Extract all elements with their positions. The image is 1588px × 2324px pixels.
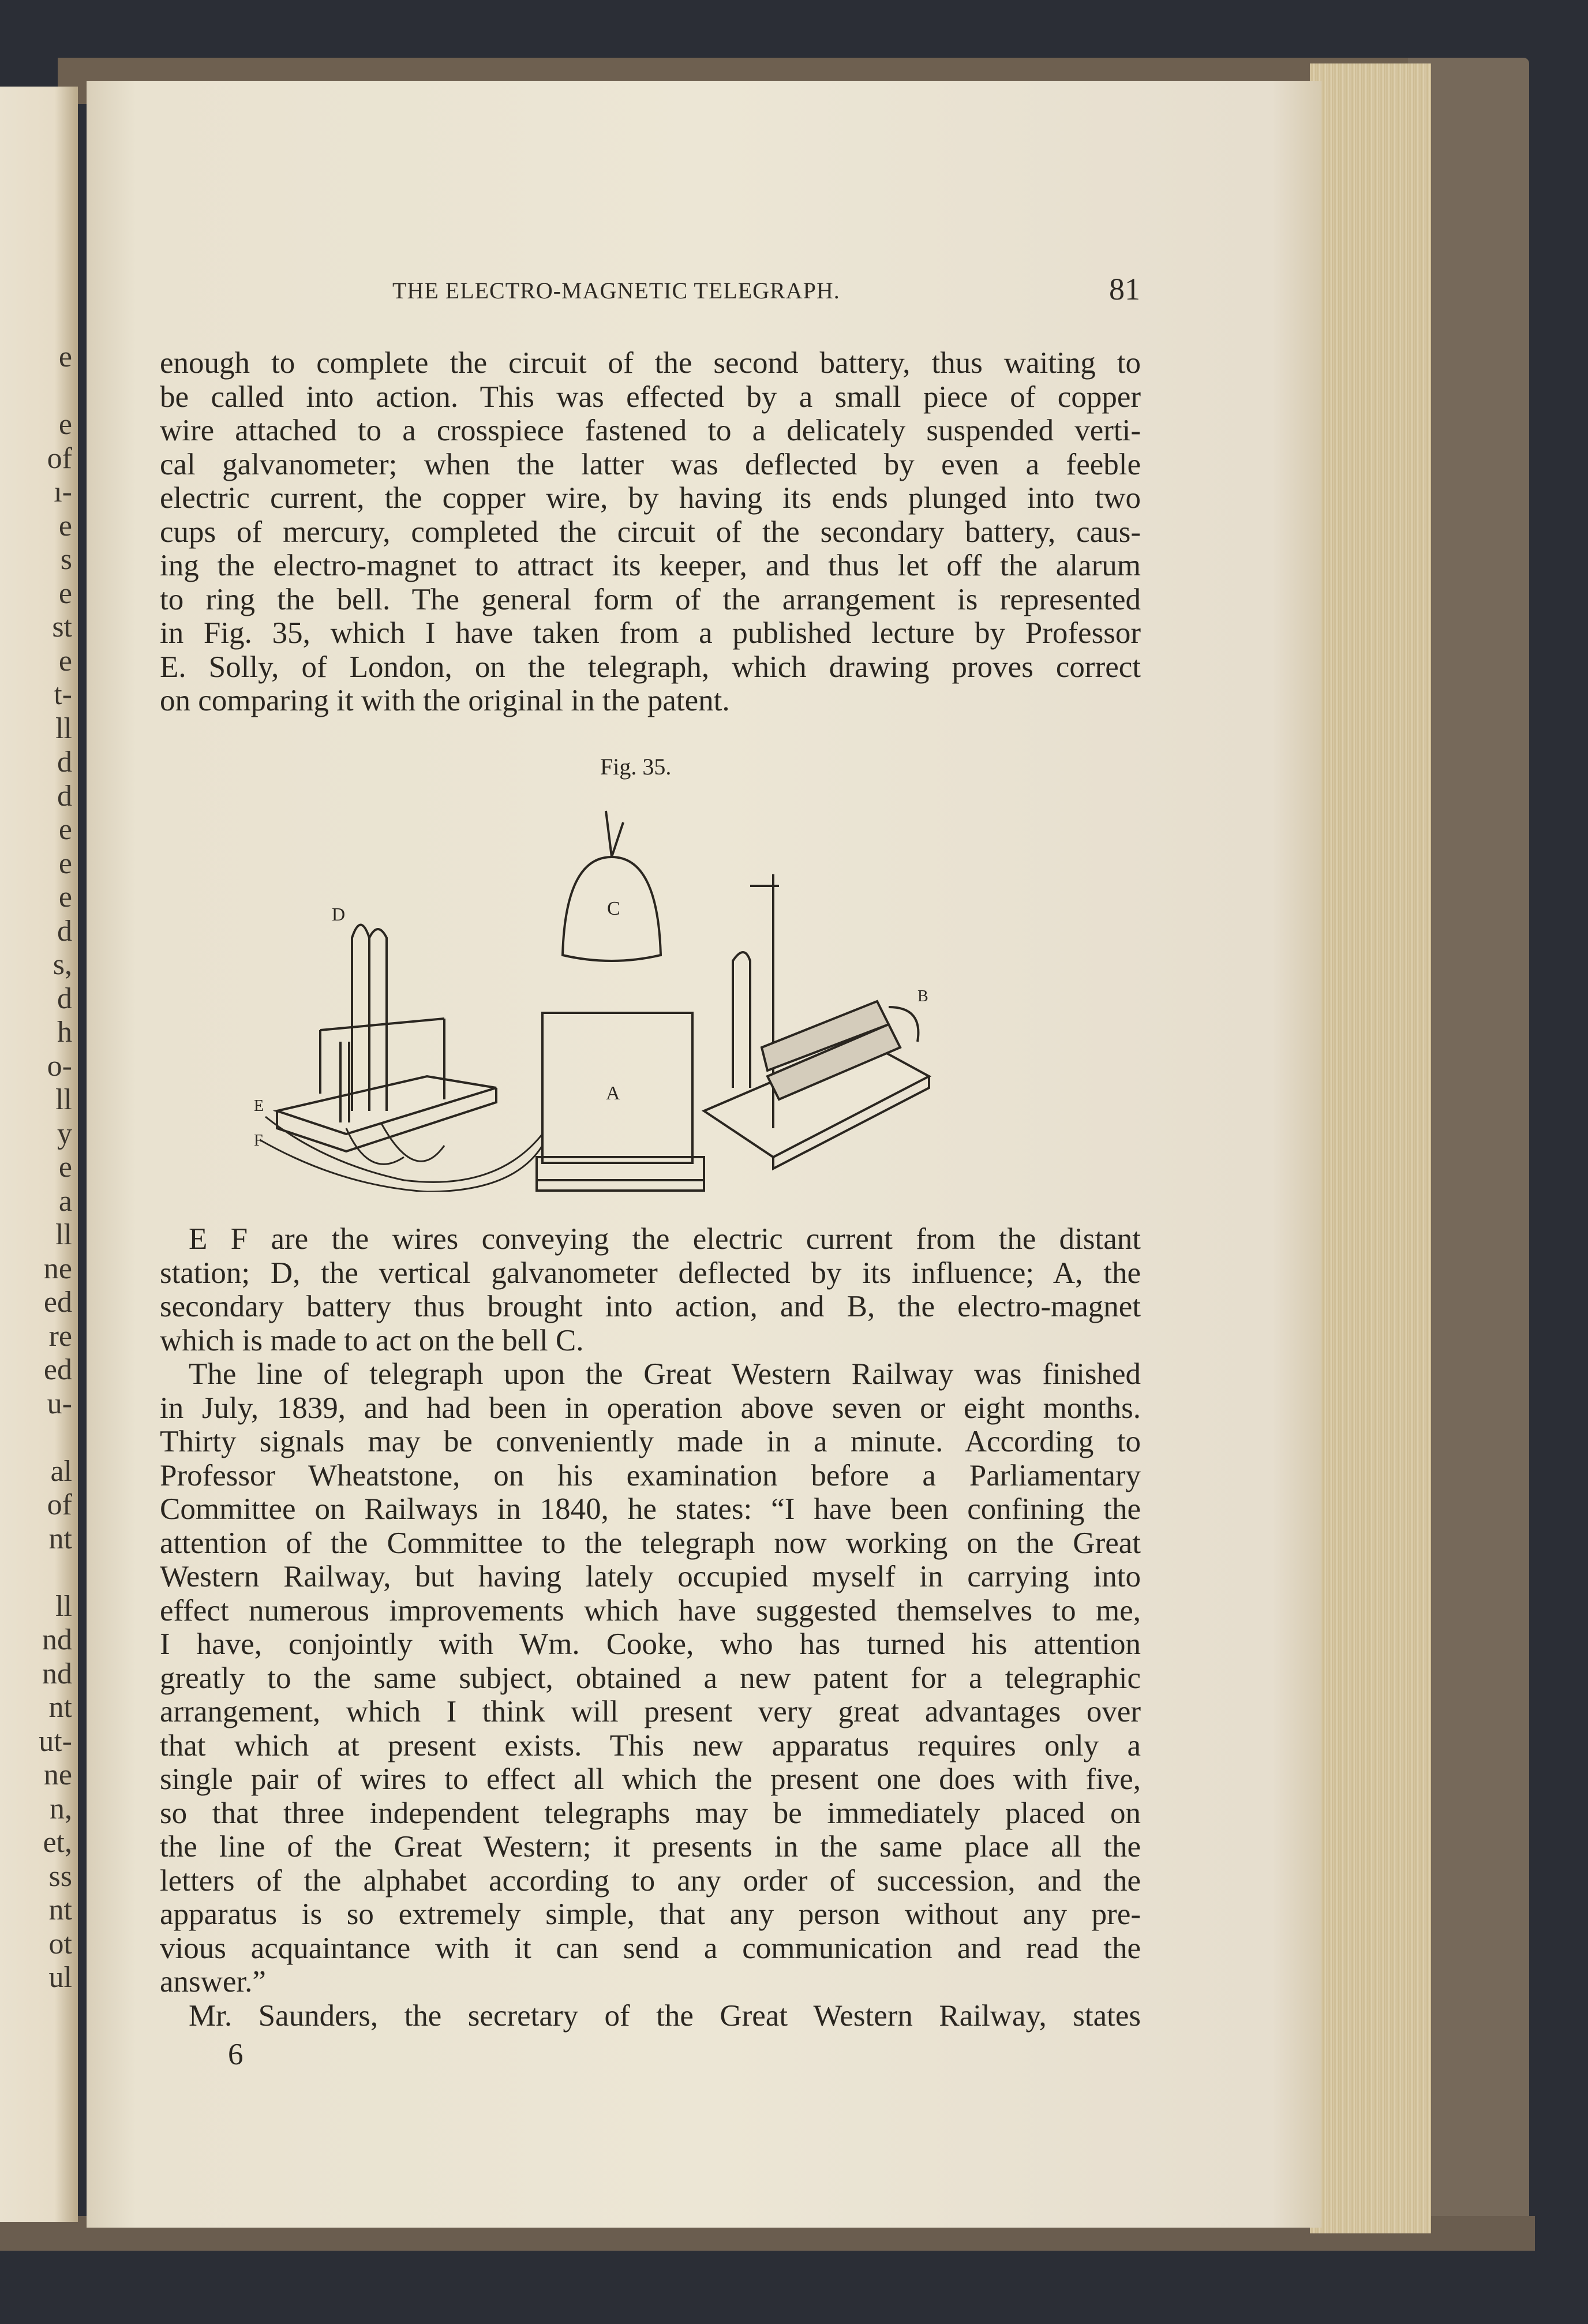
left-page-fragment: nt	[48, 1893, 72, 1926]
label-f: F	[254, 1132, 263, 1150]
left-page-fragment: ne	[43, 1758, 72, 1791]
left-page-fragment: d	[57, 746, 72, 779]
text-line: so that three independent telegraphs may be immediately placed on	[160, 1796, 1141, 1830]
galvanometer-d	[277, 904, 496, 1151]
text-line: electric current, the copper wire, by having its ends plunged into two	[160, 481, 1141, 515]
label-a: A	[606, 1083, 620, 1104]
left-page-fragment: et,	[43, 1826, 72, 1859]
left-page-fragment: s	[60, 543, 72, 576]
left-page-fragment: re	[48, 1319, 72, 1353]
figure-caption: Fig. 35.	[600, 754, 672, 780]
left-page-fragment: ll	[55, 1083, 72, 1116]
text-line: Committee on Railways in 1840, he states: “I have been confining the	[160, 1492, 1141, 1526]
label-d: D	[332, 904, 346, 925]
left-page-fragment: ot	[48, 1927, 72, 1960]
battery-a	[537, 1013, 704, 1191]
paragraph	[160, 1222, 1141, 2033]
left-page-fragment: e	[58, 577, 72, 610]
text-line: answer.”	[160, 1965, 266, 1999]
left-page-fragment: ut-	[39, 1724, 72, 1758]
text-line: E F are the wires conveying the electric current from the distant	[189, 1222, 1141, 1256]
left-page-fragment: of	[47, 1488, 72, 1521]
text-line: I have, conjointly with Wm. Cooke, who has turned his attention	[160, 1627, 1141, 1661]
text-line: in July, 1839, and had been in operation above seven or eight months.	[160, 1391, 1141, 1425]
left-page-fragment: al	[50, 1454, 72, 1488]
text-line: apparatus is so extremely simple, that any person without any pre-	[160, 1898, 1141, 1931]
left-page-fragment: nt	[48, 1691, 72, 1724]
left-page-fragment: n,	[50, 1792, 72, 1825]
text-line: Mr. Saunders, the secretary of the Great Western Railway, states	[189, 1999, 1141, 2033]
paragraph	[160, 346, 1141, 718]
left-page-fragment: o-	[47, 1049, 72, 1083]
text-line: arrangement, which I think will present very great advantages over	[160, 1695, 1141, 1728]
text-line: E. Solly, of London, on the telegraph, which drawing proves correct	[160, 650, 1141, 684]
page-number: 81	[1109, 272, 1140, 306]
left-page-fragment: d	[57, 914, 72, 948]
left-page-fragment: d	[57, 779, 72, 813]
text-line: Professor Wheatstone, on his examination before a Parliamentary	[160, 1458, 1141, 1492]
left-page-fragment: u-	[47, 1387, 72, 1420]
text-line: station; D, the vertical galvanometer deflected by its influence; A, the	[160, 1256, 1141, 1290]
left-page-fragment: e	[58, 847, 72, 880]
left-page-fragment: a	[58, 1184, 72, 1218]
text-line: that which at present exists. This new apparatus requires only a	[160, 1728, 1141, 1762]
text-line: cal galvanometer; when the latter was deflected by even a feeble	[160, 447, 1141, 481]
left-page-fragment: nd	[42, 1657, 72, 1690]
left-page-fragment	[0, 1421, 72, 1454]
text-line: on comparing it with the original in the patent.	[160, 684, 730, 717]
left-page-fragment: e	[58, 644, 72, 678]
left-page-fragment: ll	[55, 712, 72, 745]
left-page-fragment: of	[47, 441, 72, 475]
text-line: effect numerous improvements which have suggested themselves to me,	[160, 1593, 1141, 1627]
left-page-fragment: t-	[54, 678, 72, 711]
left-page-fragment: e	[58, 881, 72, 914]
text-line: which is made to act on the bell C.	[160, 1323, 584, 1357]
left-page-fragment: d	[57, 982, 72, 1015]
left-page-fragment: ss	[48, 1859, 72, 1893]
left-page-fragment: h	[57, 1016, 72, 1049]
text-line: the line of the Great Western; it presents in the same place all the	[160, 1830, 1141, 1863]
left-page-fragment: ul	[48, 1961, 72, 1994]
label-b: B	[917, 987, 928, 1005]
left-page-fragment	[0, 1556, 72, 1589]
left-page-fragment: e	[58, 1151, 72, 1184]
text-line: Thirty signals may be conveniently made in a minute. According to	[160, 1425, 1141, 1458]
left-page-fragment: e	[58, 408, 72, 441]
text-line: to ring the bell. The general form of the arrangement is represented	[160, 582, 1141, 616]
left-page-fragment: ed	[43, 1353, 72, 1386]
left-page-fragment: ll	[55, 1589, 72, 1623]
left-page-fragment: ne	[43, 1252, 72, 1285]
left-page-fragment: st	[52, 611, 72, 643]
label-c: C	[607, 898, 620, 919]
text-line: greatly to the same subject, obtained a new patent for a telegraphic	[160, 1661, 1141, 1695]
left-page	[0, 87, 78, 2222]
figure-telegraph-apparatus	[254, 788, 1027, 1192]
left-page-fragment: e	[58, 509, 72, 542]
left-page-fragment: s,	[53, 948, 72, 981]
text-line: ing the electro-magnet to attract its keeper, and thus let off the alarum	[160, 549, 1141, 582]
text-line: letters of the alphabet according to any order of succession, and the	[160, 1863, 1141, 1898]
left-page-fragment	[0, 375, 72, 408]
left-page-fragment: nt	[48, 1522, 72, 1555]
text-line: secondary battery thus brought into action, and B, the electro-magnet	[160, 1290, 1141, 1323]
left-page-fragment: e	[58, 813, 72, 846]
left-page-fragment: ed	[43, 1286, 72, 1319]
bell-c	[563, 811, 661, 961]
left-page-fragment: ll	[55, 1218, 72, 1251]
text-line: Western Railway, but having lately occupied myself in carrying into	[160, 1560, 1141, 1593]
text-line: vious acquaintance with it can send a communication and read the	[160, 1931, 1141, 1965]
text-line: single pair of wires to effect all which the present one does with five,	[160, 1762, 1141, 1796]
left-page-fragment: nd	[42, 1623, 72, 1656]
page-edges	[1310, 63, 1431, 2233]
text-line: attention of the Committee to the telegraph now working on the Great	[160, 1526, 1141, 1560]
electromagnet-b	[704, 874, 929, 1169]
text-line: in Fig. 35, which I have taken from a published lecture by Professor	[160, 616, 1141, 650]
text-line: wire attached to a crosspiece fastened to a delicately suspended verti-	[160, 414, 1141, 447]
text-line: be called into action. This was effected by a small piece of copper	[160, 380, 1141, 414]
running-title: THE ELECTRO-MAGNETIC TELEGRAPH.	[392, 278, 840, 304]
text-line: The line of telegraph upon the Great Western Railway was finished	[189, 1357, 1141, 1391]
left-page-fragment: e	[58, 340, 72, 373]
left-page-fragment: y	[57, 1117, 72, 1150]
signature-mark: 6	[228, 2038, 244, 2071]
left-page-fragment: ı-	[54, 476, 72, 508]
text-line: enough to complete the circuit of the second battery, thus waiting to	[160, 346, 1141, 380]
label-e: E	[254, 1097, 264, 1115]
text-line: cups of mercury, completed the circuit of the secondary battery, caus-	[160, 515, 1141, 549]
